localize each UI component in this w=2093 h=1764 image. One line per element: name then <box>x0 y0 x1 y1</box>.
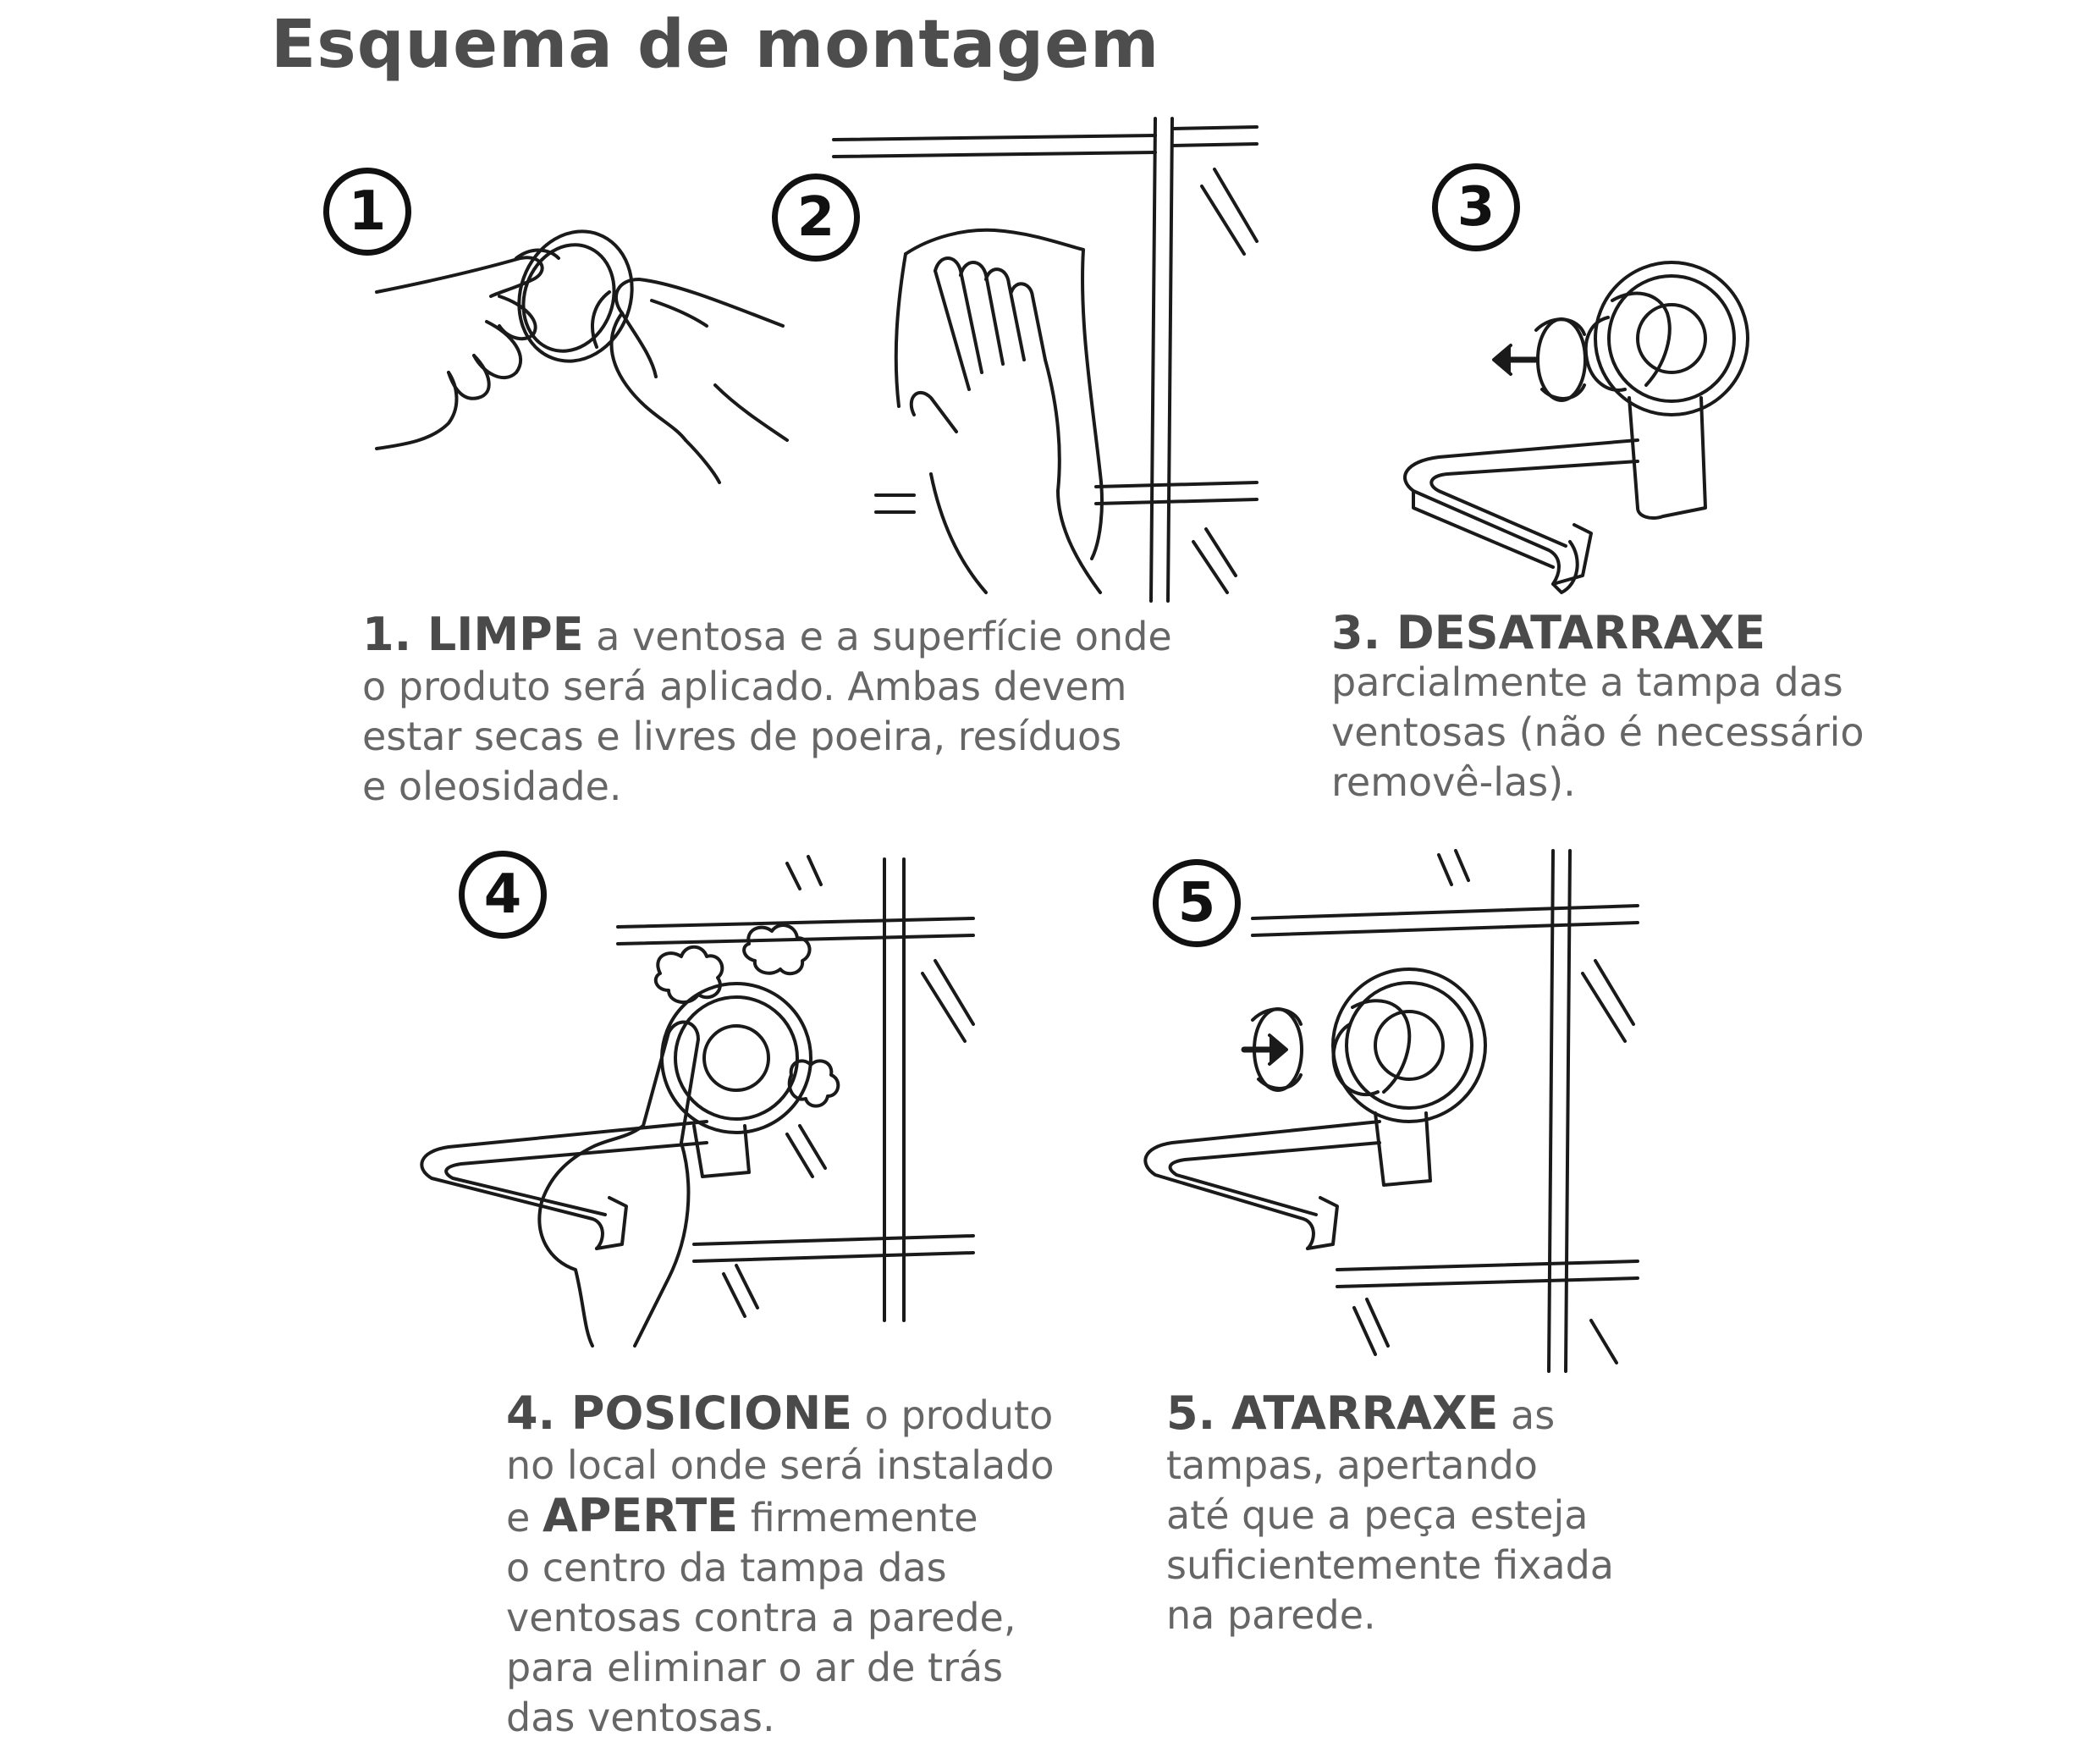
step-4-line-7: das ventosas. <box>506 1695 775 1740</box>
cap-screw-arrow-icon <box>1244 1009 1302 1090</box>
step-4-caption <box>506 1388 1055 1743</box>
step-4-heading: 4. POSICIONE <box>506 1386 853 1440</box>
step-1-line-3: estar secas e livres de poeira, resíduos <box>362 714 1122 759</box>
tile-grid <box>618 857 973 1320</box>
suction-mount <box>1586 262 1748 518</box>
paper-holder-arm <box>1145 1122 1380 1249</box>
step-5-line-3: até que a peça esteja <box>1166 1492 1589 1538</box>
step-2-number: 2 <box>772 174 860 262</box>
step-1-illustration <box>377 215 787 482</box>
step-5-line-1: as <box>1498 1392 1556 1438</box>
wiping-hand-icon <box>912 258 1100 593</box>
step-1-heading: 1. LIMPE <box>362 608 584 661</box>
step-5-heading: 5. ATARRAXE <box>1166 1386 1499 1440</box>
suction-mount <box>1333 969 1485 1185</box>
suction-cup-disc <box>501 215 650 377</box>
right-hand-icon <box>592 279 787 482</box>
step-3-number: 3 <box>1432 163 1520 251</box>
step-2-illustration <box>834 119 1257 601</box>
paper-holder-arm <box>421 1122 707 1249</box>
step-3-caption <box>1331 608 1864 808</box>
step-4-line-6: para eliminar o ar de trás <box>506 1645 1004 1690</box>
step-1-line-2: o produto será aplicado. Ambas devem <box>362 664 1127 709</box>
cap-unscrew-arrow-icon <box>1494 319 1585 400</box>
step-4-line-3-rest: firmemente <box>738 1495 978 1541</box>
step-1-caption <box>362 609 1172 812</box>
step-3-illustration <box>1405 262 1748 593</box>
step-1-number: 1 <box>323 168 411 256</box>
step-4-number: 4 <box>459 851 547 939</box>
left-hand-icon <box>377 251 559 449</box>
step-3-line-3: removê-las). <box>1331 759 1576 805</box>
step-4-line-1: o produto <box>852 1392 1054 1438</box>
step-5-line-5: na parede. <box>1166 1592 1376 1638</box>
page-title: Esquema de montagem <box>271 7 1160 83</box>
step-3-line-1: parcialmente a tampa das <box>1331 659 1843 705</box>
step-5-line-2: tampas, apertando <box>1166 1442 1538 1488</box>
pressing-hand-icon <box>539 1023 698 1346</box>
step-1-line-4: e oleosidade. <box>362 763 622 809</box>
step-1-line-1: a ventosa e a superfície onde <box>583 614 1172 659</box>
step-3-line-2: ventosas (não é necessário <box>1331 709 1864 755</box>
step-4-line-2: no local onde será instalado <box>506 1442 1055 1488</box>
step-4-line-3-pre: e <box>506 1495 543 1541</box>
step-4-line-5: ventosas contra a parede, <box>506 1595 1016 1640</box>
step-4-line-4: o centro da tampa das <box>506 1545 947 1590</box>
paper-holder-arm <box>1405 440 1638 593</box>
step-5-line-4: suficientemente fixada <box>1166 1542 1614 1588</box>
step-5-caption <box>1166 1388 1614 1640</box>
step-5-number: 5 <box>1153 859 1241 947</box>
air-puff-icon <box>656 925 838 1106</box>
step-4-keyword: APERTE <box>542 1489 739 1542</box>
step-3-heading: 3. DESATARRAXE <box>1331 606 1765 659</box>
